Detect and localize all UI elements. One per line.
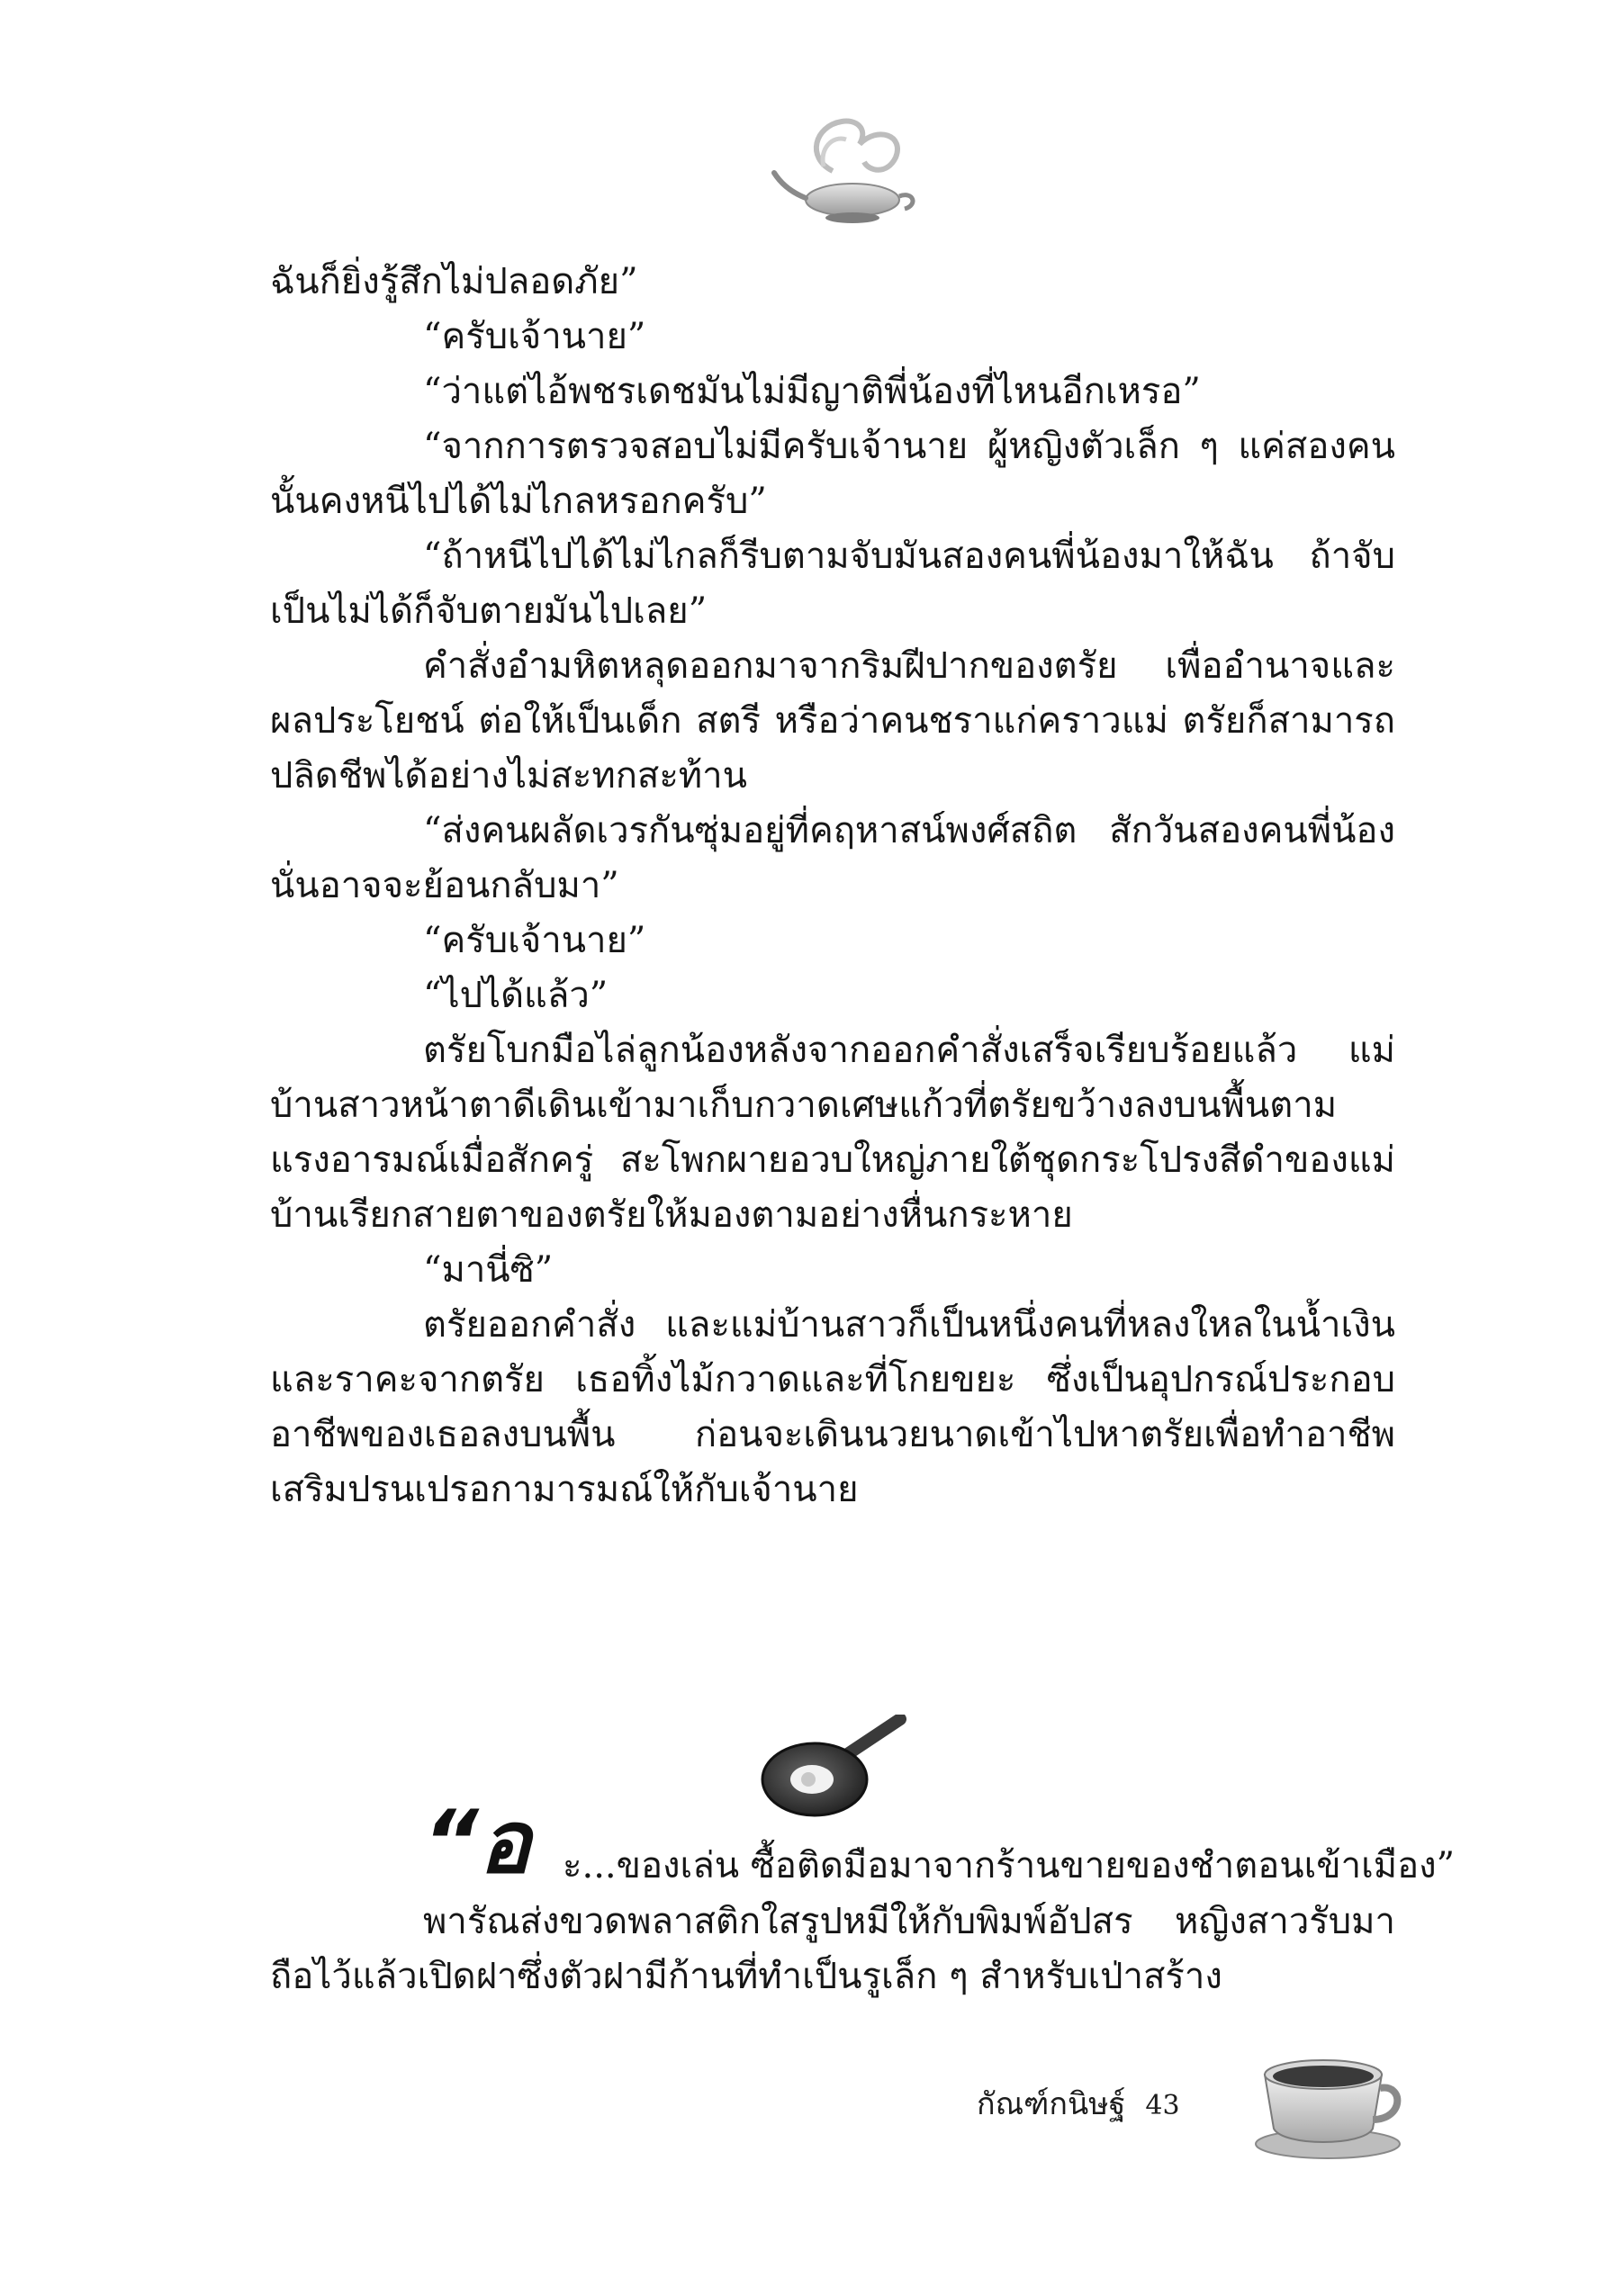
paragraph: พารัณส่งขวดพลาสติกใสรูปหมีให้กับพิมพ์อัปสร หญิงสาวรับมาถือไว้แล้วเปิดฝาซึ่งตัวฝามีก้านที่ทำเป็นรูเล็ก ๆ สำหรับเป่าสร้าง — [270, 1901, 1395, 1997]
running-title: กัณฑ์กนิษฐ์ — [977, 2086, 1126, 2122]
paragraph: “จากการตรวจสอบไม่มีครับเจ้านาย ผู้หญิงตัวเล็ก ๆ แค่สองคนนั้นคงหนีไปได้ไม่ไกลหรอกครับ” — [270, 426, 1395, 522]
drop-cap: “อ — [423, 1792, 531, 1893]
paragraph: “ไปได้แล้ว” — [423, 975, 609, 1016]
teapot-ornament-icon — [770, 108, 923, 234]
paragraph: “ถ้าหนีไปได้ไม่ไกลก็รีบตามจับมันสองคนพี่น้องมาให้ฉัน ถ้าจับเป็นไม่ได้ก็จับตายมันไปเลย” — [270, 536, 1395, 632]
paragraph: คำสั่งอำมหิตหลุดออกมาจากริมฝีปากของตรัย เพื่ออำนาจและผลประโยชน์ ต่อให้เป็นเด็ก สตรี หรือว่าคนชราแก่คราวแม่ ตรัยก็สามารถปลิดชีพได้อย่างไม่สะทกสะท้าน — [270, 645, 1395, 797]
page-number: 43 — [1145, 2090, 1180, 2121]
coffee-cup-icon — [1247, 2043, 1404, 2160]
paragraph: “ส่งคนผลัดเวรกันซุ่มอยู่ที่คฤหาสน์พงศ์สถิต สักวันสองคนพี่น้องนั่นอาจจะย้อนกลับมา” — [270, 810, 1395, 906]
opening-line-text: ะ...ของเล่น ซื้อติดมือมาจากร้านขายของชำตอนเข้าเมือง” — [563, 1845, 1456, 1886]
paragraph: ฉันก็ยิ่งรู้สึกไม่ปลอดภัย” — [270, 261, 638, 302]
paragraph: “ครับเจ้านาย” — [423, 920, 646, 961]
new-section — [270, 1792, 1456, 2004]
paragraph: “ครับเจ้านาย” — [423, 316, 646, 357]
paragraph: “ว่าแต่ไอ้พชรเดชมันไม่มีญาติพี่น้องที่ไหนอีกเหรอ” — [423, 371, 1201, 412]
opening-line — [270, 1792, 1456, 1895]
page-footer — [977, 2079, 1180, 2128]
body-text — [270, 255, 1395, 1517]
paragraph: ตรัยโบกมือไล่ลูกน้องหลังจากออกคำสั่งเสร็จเรียบร้อยแล้ว แม่บ้านสาวหน้าตาดีเดินเข้ามาเก็บกวาดเศษแก้วที่ตรัยขว้างลงบนพื้นตามแรงอารมณ์เมื่อสักครู่ สะโพกผายอวบใหญ่ภายใต้ชุดกระโปรงสีดำของแม่บ้านเรียกสายตาของตรัยให้มองตามอย่างหื่นกระหาย — [270, 1030, 1395, 1236]
paragraph: ตรัยออกคำสั่ง และแม่บ้านสาวก็เป็นหนึ่งคนที่หลงใหลในน้ำเงินและราคะจากตรัย เธอทิ้งไม้กวาดและที่โกยขยะ ซึ่งเป็นอุปกรณ์ประกอบอาชีพของเธอลงบนพื้น ก่อนจะเดินนวยนาดเข้าไปหาตรัยเพื่อทำอาชีพเสริมปรนเปรอกามารมณ์ให้กับเจ้านาย — [270, 1304, 1395, 1510]
paragraph: “มานี่ซิ” — [423, 1249, 554, 1291]
